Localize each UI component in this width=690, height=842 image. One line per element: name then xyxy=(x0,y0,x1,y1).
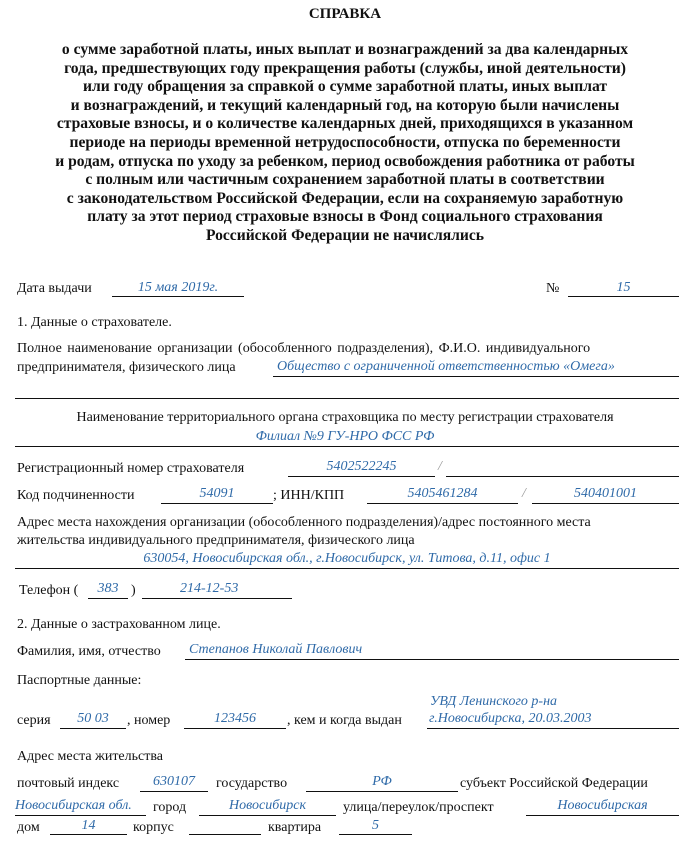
phone-number-underline xyxy=(142,598,292,599)
reg-number-label: Регистрационный номер страхователя xyxy=(17,461,245,476)
series-value[interactable]: 50 03 xyxy=(77,711,109,726)
kpp-value[interactable]: 540401001 xyxy=(574,486,637,501)
org-name-label-line1: Полное наименование организации (обособленного подразделения), Ф.И.О. индивидуального xyxy=(17,341,591,356)
postal-label: почтовый индекс xyxy=(17,776,120,791)
country-underline xyxy=(306,791,458,792)
house-label: дом xyxy=(17,820,40,835)
reg-number-underline xyxy=(288,476,435,477)
insurer-value[interactable]: Филиал №9 ГУ-НРО ФСС РФ xyxy=(255,429,435,444)
subtitle-line: и вознаграждений, и текущий календарный год, на которую были начислены xyxy=(70,96,620,114)
phone-number[interactable]: 214-12-53 xyxy=(180,581,239,596)
subtitle-line: с законодательством Российской Федерации, если на сохраняемую заработную xyxy=(66,189,624,207)
postal-value[interactable]: 630107 xyxy=(153,774,195,789)
subtitle-line: страховые взносы, и о количестве календарных дней, приходящихся в указанном xyxy=(56,115,634,133)
passport-number-label: , номер xyxy=(127,713,171,728)
address-value[interactable]: 630054, Новосибирская обл., г.Новосибирск, ул. Титова, д.11, офис 1 xyxy=(143,551,551,566)
subject-label: субъект Российской Федерации xyxy=(460,776,648,791)
section2-heading: 2. Данные о застрахованном лице. xyxy=(17,617,221,632)
org-name-value[interactable]: Общество с ограниченной ответственностью «Омега» xyxy=(277,359,615,374)
issue-date-label: Дата выдачи xyxy=(17,281,92,296)
inn-kpp-separator: / xyxy=(522,486,526,501)
apartment-label: квартира xyxy=(268,820,322,835)
street-label: улица/переулок/проспект xyxy=(343,800,494,815)
postal-underline xyxy=(140,791,208,792)
country-value[interactable]: РФ xyxy=(372,774,392,789)
inn-underline xyxy=(367,503,518,504)
fio-label: Фамилия, имя, отчество xyxy=(17,644,161,659)
reg-number-separator: / xyxy=(438,459,442,474)
street-underline xyxy=(526,815,679,816)
phone-paren-close: ) xyxy=(131,583,136,598)
insurer-underline xyxy=(15,446,679,447)
apartment-underline xyxy=(339,834,412,835)
issued-value-line1[interactable]: УВД Ленинского р-на xyxy=(430,694,558,709)
series-underline xyxy=(60,728,126,729)
apartment-value[interactable]: 5 xyxy=(372,818,379,833)
city-label: город xyxy=(153,800,187,815)
inn-kpp-label: ; ИНН/КПП xyxy=(273,488,345,503)
phone-code[interactable]: 383 xyxy=(97,581,119,596)
issued-label: , кем и когда выдан xyxy=(287,713,402,728)
number-underline xyxy=(568,296,679,297)
subtitle-line: периоде на периоды временной нетрудоспособности, отпуска по беременности xyxy=(69,133,621,151)
document-subtitle xyxy=(0,41,690,246)
subtitle-line: плату за этот период страховые взносы в Фонд социального страхования xyxy=(87,208,603,226)
subtitle-line: с полным или частичным сохранением заработной платы в соответствии xyxy=(85,171,605,189)
address-label-line2: жительства индивидуального предпринимателя, физического лица xyxy=(17,533,415,548)
subordination-value[interactable]: 54091 xyxy=(199,486,235,501)
street-value[interactable]: Новосибирская xyxy=(557,798,648,813)
series-label: серия xyxy=(17,713,51,728)
issue-date-underline xyxy=(112,296,244,297)
building-underline xyxy=(189,834,261,835)
passport-number-value[interactable]: 123456 xyxy=(214,711,256,726)
residence-label: Адрес места жительства xyxy=(17,749,163,764)
address-underline xyxy=(15,568,679,569)
passport-number-underline xyxy=(184,728,286,729)
number-label: № xyxy=(546,281,560,296)
subject-underline xyxy=(15,815,146,816)
kpp-underline xyxy=(532,503,679,504)
phone-label: Телефон ( xyxy=(19,583,79,598)
house-value[interactable]: 14 xyxy=(81,818,96,833)
building-label: корпус xyxy=(133,820,174,835)
reg-number-underline-2 xyxy=(446,476,679,477)
number-value[interactable]: 15 xyxy=(616,280,631,295)
document-title: СПРАВКА xyxy=(308,6,382,22)
org-name-underline-2 xyxy=(15,398,679,399)
city-value[interactable]: Новосибирск xyxy=(228,798,307,813)
house-underline xyxy=(50,834,127,835)
issued-underline xyxy=(427,728,679,729)
section1-heading: 1. Данные о страхователе. xyxy=(17,315,172,330)
reg-number-value[interactable]: 5402522245 xyxy=(326,459,397,474)
fio-value[interactable]: Степанов Николай Павлович xyxy=(189,642,363,657)
subtitle-line: Российской Федерации не начислялись xyxy=(205,226,485,244)
subtitle-line: года, предшествующих году прекращения работы (службы, иной деятельности) xyxy=(64,59,626,77)
subtitle-line: или году обращения за справкой о сумме заработной платы, иных выплат xyxy=(83,78,607,96)
org-name-underline xyxy=(273,376,679,377)
org-name-label-line2: предпринимателя, физического лица xyxy=(17,360,236,375)
inn-value[interactable]: 5405461284 xyxy=(407,486,478,501)
subject-value[interactable]: Новосибирская обл. xyxy=(15,798,132,813)
insurer-label: Наименование территориального органа страховщика по месту регистрации страхователя xyxy=(76,410,614,425)
fio-underline xyxy=(185,659,679,660)
phone-code-underline xyxy=(88,598,128,599)
subtitle-line: и родам, отпуска по уходу за ребенком, период освобождения работника от работы xyxy=(55,152,635,170)
address-label-line1: Адрес места нахождения организации (обособленного подразделения)/адрес постоянного места xyxy=(17,515,591,530)
subtitle-line: о сумме заработной платы, иных выплат и вознаграждений за два календарных xyxy=(61,41,629,58)
city-underline xyxy=(199,815,336,816)
issued-value-line2[interactable]: г.Новосибирска, 20.03.2003 xyxy=(429,711,592,726)
issue-date-value[interactable]: 15 мая 2019г. xyxy=(137,280,219,295)
passport-label: Паспортные данные: xyxy=(17,673,142,688)
subordination-label: Код подчиненности xyxy=(17,488,135,503)
subordination-underline xyxy=(161,503,273,504)
country-label: государство xyxy=(216,776,288,791)
